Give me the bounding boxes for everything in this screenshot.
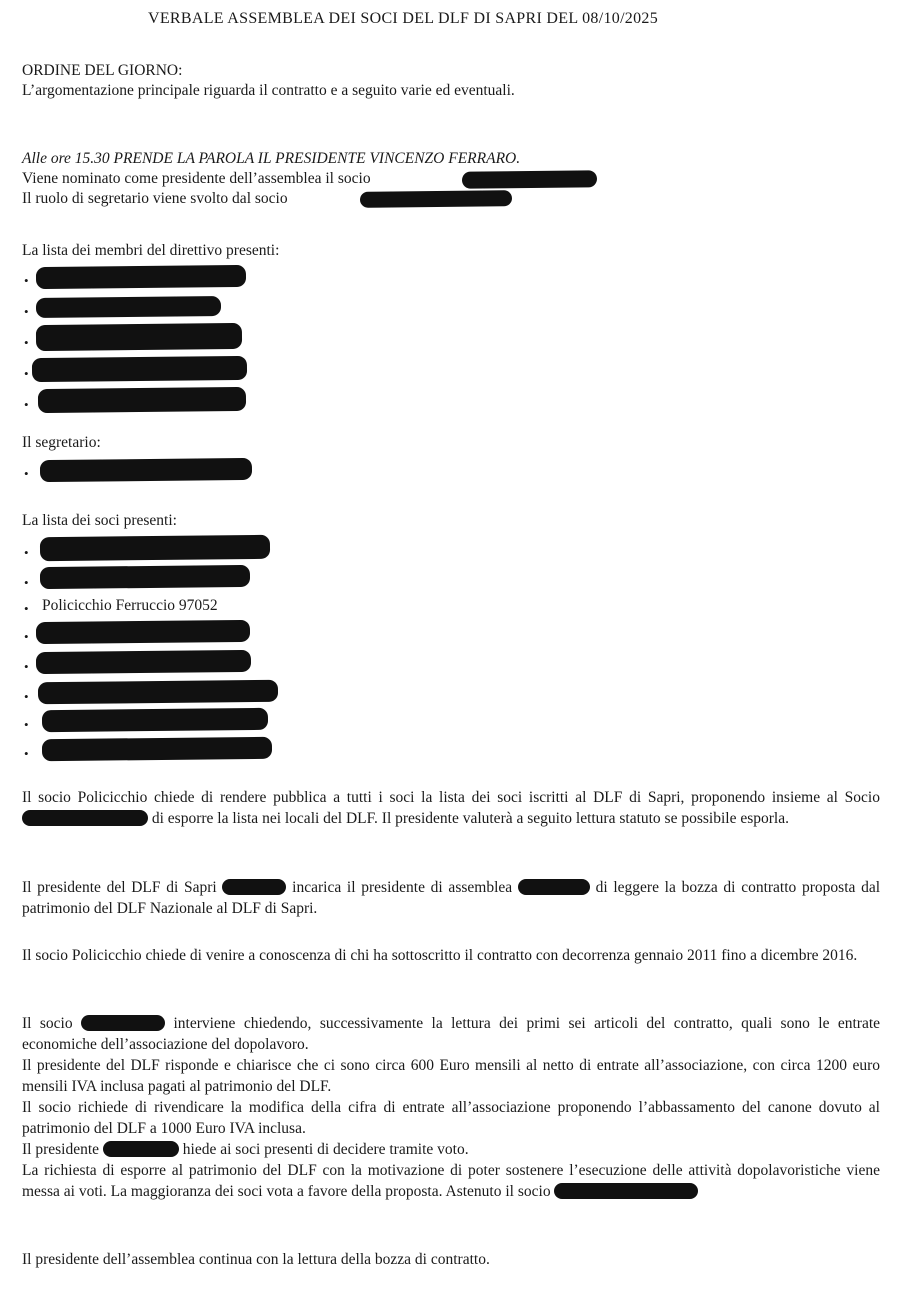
list-bullet: •	[24, 746, 29, 761]
redaction-mark	[36, 296, 221, 318]
list-bullet: •	[24, 629, 29, 644]
redaction-mark	[36, 323, 242, 351]
paragraph-president-answer	[22, 1055, 880, 1097]
list-bullet: •	[24, 545, 29, 560]
agenda-heading: ORDINE DEL GIORNO:	[22, 62, 183, 79]
paragraph-text: Il socio Policicchio chiede di venire a conoscenza di chi ha sottoscritto il contratto con decorrenza gennaio 2011 fino a dicembre 2016.	[22, 947, 858, 964]
redaction-mark	[38, 680, 278, 705]
document-title: VERBALE ASSEMBLEA DEI SOCI DEL DLF DI SAPRI DEL 08/10/2025	[148, 10, 659, 27]
paragraph-text: Il presidente del DLF risponde e chiarisce che ci sono circa 600 Euro mensili al netto di entrate all’associazione, con circa 1200 euro mensili IVA inclusa pagati al patrimonio del DLF.	[22, 1057, 880, 1095]
redaction-mark	[36, 265, 246, 289]
list-bullet: •	[24, 304, 29, 319]
paragraph-text: incarica il presidente di assemblea	[292, 879, 513, 896]
paragraph-text: Il socio	[22, 1015, 73, 1032]
board-heading: La lista dei membri del direttivo presenti:	[22, 242, 280, 259]
redaction-mark	[32, 356, 247, 382]
redaction-mark	[103, 1141, 179, 1157]
redaction-mark	[36, 650, 251, 674]
opening-italic-line: Alle ore 15.30 PRENDE LA PAROLA IL PRESIDENTE VINCENZO FERRARO.	[22, 150, 521, 167]
paragraph-text: Il presidente dell’assemblea continua con la lettura della bozza di contratto.	[22, 1251, 490, 1268]
paragraph-text: Il presidente del DLF di Sapri	[22, 879, 217, 896]
list-bullet: •	[24, 273, 29, 288]
list-bullet: •	[24, 659, 29, 674]
list-bullet: •	[24, 366, 29, 381]
agenda-text: L’argomentazione principale riguarda il contratto e a seguito varie ed eventuali.	[22, 82, 515, 99]
member-name: Policicchio Ferruccio 97052	[42, 597, 218, 614]
list-bullet: •	[24, 601, 29, 616]
paragraph-vote-call	[22, 1139, 880, 1160]
list-bullet: •	[24, 466, 29, 481]
paragraph-text: La richiesta di esporre al patrimonio del DLF con la motivazione di poter sostenere l’esecuzione delle attività dopolavoristiche viene messa ai voti. La maggioranza dei soci vota a favore della proposta. Astenuto il socio	[22, 1162, 880, 1200]
paragraph-vote-result	[22, 1160, 880, 1202]
redaction-mark	[518, 879, 590, 895]
redaction-mark	[36, 620, 250, 644]
redaction-mark	[222, 879, 286, 895]
list-bullet: •	[24, 689, 29, 704]
redaction-mark	[22, 810, 148, 826]
redaction-mark	[81, 1015, 165, 1031]
paragraph-income-question	[22, 1013, 880, 1055]
redaction-mark	[462, 170, 597, 188]
paragraph-text: Il presidente	[22, 1141, 100, 1158]
president-nomination-line: Viene nominato come presidente dell’assemblea il socio	[22, 170, 371, 187]
redaction-mark	[42, 708, 268, 732]
paragraph-text: Il socio Policicchio chiede di rendere pubblica a tutti i soci la lista dei soci iscritti al DLF di Sapri, proponendo insieme al Socio	[22, 789, 880, 806]
redaction-mark	[38, 387, 246, 413]
paragraph-text: Il socio richiede di rivendicare la modifica della cifra di entrate all’associazione proponendo l’abbassamento del canone dovuto al patrimonio del DLF a 1000 Euro IVA inclusa.	[22, 1099, 880, 1137]
paragraph-signatory-request	[22, 945, 880, 966]
paragraph-text: di leggere la bozza di contratto proposta dal patrimonio del DLF Nazionale al DLF di Sapri.	[22, 879, 881, 917]
redaction-mark	[360, 190, 512, 208]
paragraph-text: di esporre la lista nei locali del DLF. Il presidente valuterà a seguito lettura statuto se possibile esporla.	[151, 810, 789, 827]
secretary-role-line: Il ruolo di segretario viene svolto dal socio	[22, 190, 288, 207]
list-bullet: •	[24, 397, 29, 412]
redaction-mark	[40, 535, 270, 561]
list-bullet: •	[24, 717, 29, 732]
paragraph-fee-reduction	[22, 1097, 880, 1139]
redaction-mark	[40, 458, 252, 482]
list-bullet: •	[24, 575, 29, 590]
paragraph-contract-reading	[22, 877, 880, 919]
paragraph-text: hiede ai soci presenti di decidere tramite voto.	[182, 1141, 469, 1158]
redaction-mark	[40, 565, 250, 589]
redaction-mark	[554, 1183, 698, 1199]
paragraph-text: interviene chiedendo, successivamente la lettura dei primi sei articoli del contratto, quali sono le entrate economiche dell’associazione del dopolavoro.	[22, 1015, 881, 1053]
members-heading: La lista dei soci presenti:	[22, 512, 177, 529]
paragraph-member-list-request	[22, 787, 880, 829]
paragraph-continue-reading	[22, 1249, 880, 1270]
list-bullet: •	[24, 335, 29, 350]
redaction-mark	[42, 737, 272, 761]
secretary-heading: Il segretario:	[22, 434, 101, 451]
